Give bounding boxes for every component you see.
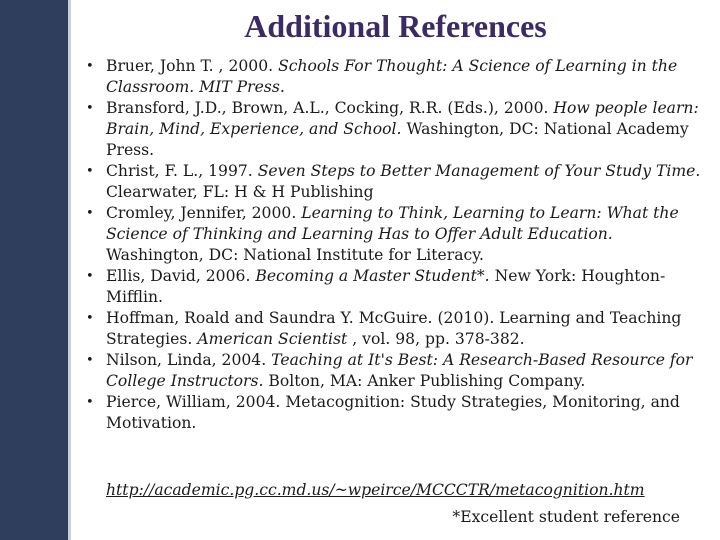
bullet-icon: • xyxy=(86,101,94,116)
reference-text: Bransford, J.D., Brown, A.L., Cocking, R.R. (Eds.), 2000. xyxy=(106,99,554,117)
reference-text: Washington, DC: National Academy Press. xyxy=(106,120,689,159)
reference-item xyxy=(86,266,712,308)
reference-item xyxy=(86,392,712,434)
reference-text: Nilson, Linda, 2004. xyxy=(106,351,272,369)
reference-title: Seven Steps to Better Management of Your Study Time. xyxy=(257,162,701,180)
metacognition-link[interactable]: http://academic.pg.cc.md.us/~wpeirce/MCCCTR/metacognition.htm xyxy=(106,481,645,499)
reference-text: Hoffman, Roald and Saundra Y. McGuire. (2010). Learning and Teaching Strategies. xyxy=(106,309,682,348)
reference-text: New York: Houghton-Mifflin. xyxy=(106,267,666,306)
slide-title: Additional References xyxy=(244,8,547,44)
reference-title: Schools For Thought: A Science of Learning in the Classroom. MIT Press. xyxy=(106,57,678,96)
bullet-icon: • xyxy=(86,59,94,74)
reference-item xyxy=(86,350,712,392)
reference-text: Cromley, Jennifer, 2000. xyxy=(106,204,302,222)
reference-title: Becoming a Master Student*. xyxy=(255,267,490,285)
reference-text: Pierce, William, 2004. Metacognition: Study Strategies, Monitoring, and Motivation. xyxy=(106,393,680,432)
reference-title: Teaching at It's Best: A Research-Based Resource for College Instructors. xyxy=(106,351,693,390)
slide-sidebar xyxy=(0,0,68,540)
reference-item xyxy=(86,161,712,203)
slide-sidebar-edge xyxy=(68,0,71,540)
reference-item xyxy=(86,98,712,161)
reference-list xyxy=(86,56,712,434)
footnote: *Excellent student reference xyxy=(452,508,680,526)
reference-text: Bruer, John T. , 2000. xyxy=(106,57,279,75)
reference-title: Learning to Think, Learning to Learn: What the Science of Thinking and Learning Has to Offer Adult Education. xyxy=(106,204,679,243)
reference-item xyxy=(86,308,712,350)
reference-text: Clearwater, FL: H & H Publishing xyxy=(106,183,374,201)
bullet-icon: • xyxy=(86,395,94,410)
reference-title: American Scientist xyxy=(197,330,348,348)
reference-title: How people learn: Brain, Mind, Experience, and School. xyxy=(106,99,699,138)
reference-item xyxy=(86,203,712,266)
reference-item xyxy=(86,56,712,98)
bullet-icon: • xyxy=(86,311,94,326)
bullet-icon: • xyxy=(86,353,94,368)
reference-text: Ellis, David, 2006. xyxy=(106,267,256,285)
reference-text: Washington, DC: National Institute for Literacy. xyxy=(106,246,484,264)
reference-text: , vol. 98, pp. 378-382. xyxy=(347,330,525,348)
bullet-icon: • xyxy=(86,206,94,221)
reference-text: Christ, F. L., 1997. xyxy=(106,162,258,180)
reference-text: Bolton, MA: Anker Publishing Company. xyxy=(263,372,586,390)
bullet-icon: • xyxy=(86,269,94,284)
bullet-icon: • xyxy=(86,164,94,179)
